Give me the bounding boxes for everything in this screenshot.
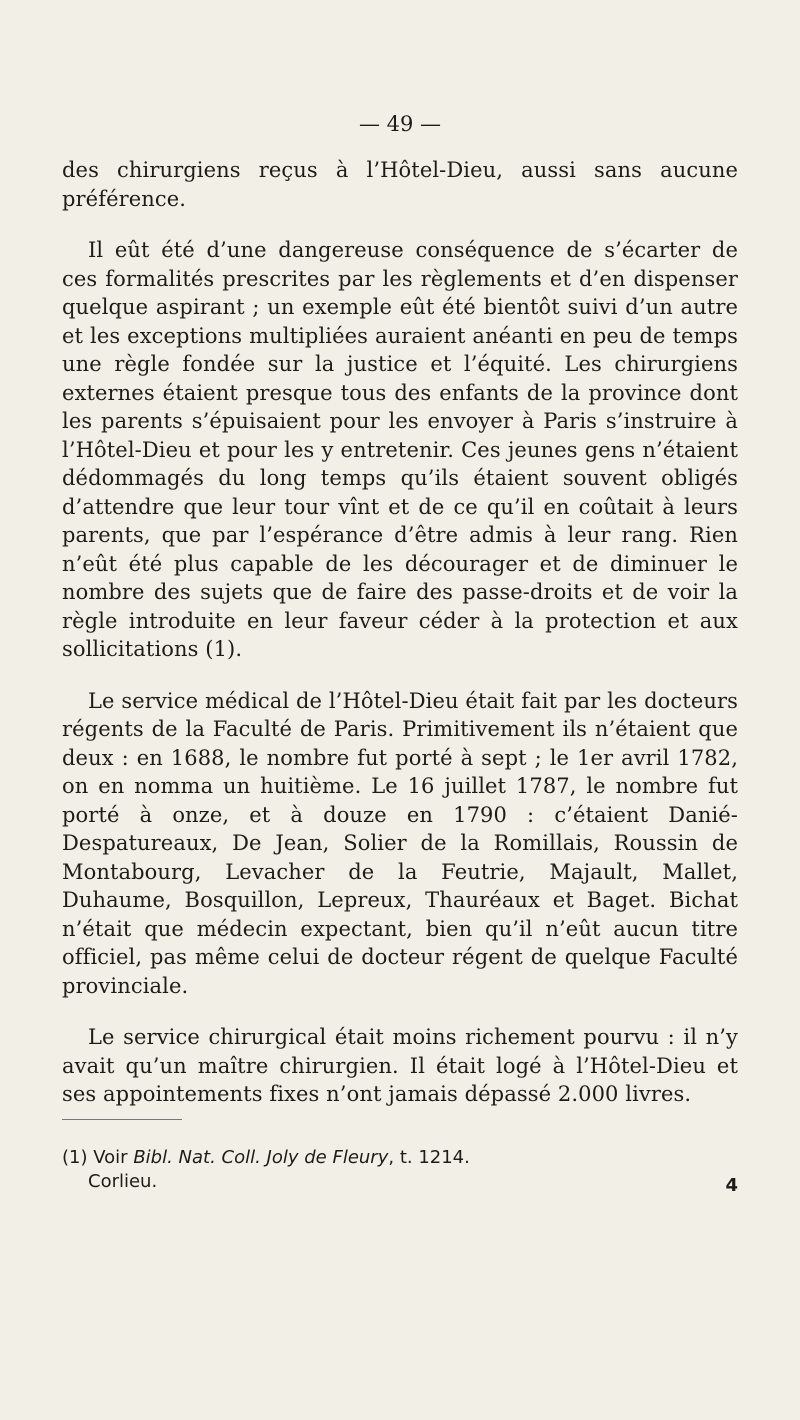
footnote-divider xyxy=(62,1119,182,1120)
footnote-marker: (1) xyxy=(62,1146,88,1168)
paragraph-3: Le service médical de l’Hôtel-Dieu était fait par les docteurs régents de la Faculté de Paris. Primitivement ils n’étaient que deux : en 1688, le nombre fut porté à sept ; le 1er avril 1782, on en nomma un huitième. Le 16 juillet 1787, le nombre fut porté à onze, et à douze en 1790 : c’étaient Danié-Despatureaux, De Jean, Solier de la Romillais, Roussin de Montabourg, Levacher de la Feutrie, Majault, Mallet, Duhaume, Bosquillon, Lepreux, Thauréaux et Baget. Bichat n’était que médecin expectant, bien qu’il n’eût aucun titre officiel, pas même celui de docteur régent de quelque Faculté provinciale. xyxy=(62,688,738,998)
document-page xyxy=(62,112,738,1194)
paragraph-1: des chirurgiens reçus à l’Hôtel-Dieu, aussi sans aucune préférence. xyxy=(62,158,738,211)
footnote-line-1 xyxy=(62,1146,738,1170)
paragraph-4: Le service chirurgical était moins richement pourvu : il n’y avait qu’un maître chirurgien. Il était logé à l’Hôtel-Dieu et ses appointements fixes n’ont jamais dépassé 2.000 livres. xyxy=(62,1025,738,1106)
footnote-reference: Bibl. Nat. Coll. Joly de Fleury xyxy=(133,1146,389,1168)
paragraph-2: Il eût été d’une dangereuse conséquence de s’écarter de ces formalités prescrites par les règlements et d’en dispenser quelque aspirant ; un exemple eût été bientôt suivi d’un autre et les exceptions multipliées auraient anéanti en peu de temps une règle fondée sur la justice et l’équité. Les chirurgiens externes étaient presque tous des enfants de la province dont les parents s’épuisaient pour les envoyer à Paris s’instruire à l’Hôtel-Dieu et pour les y entretenir. Ces jeunes gens n’étaient dédommagés du long temps qu’ils étaient souvent obligés d’attendre que leur tour vînt et de ce qu’il en coûtait à leurs parents, que par l’espérance d’être admis à leur rang. Rien n’eût été plus capable de les décourager et de diminuer le nombre des sujets que de faire des passe-droits et de voir la règle introduite en leur faveur céder à la protection et aux sollicitations (1). xyxy=(62,238,738,661)
page-number: — 49 — xyxy=(358,112,442,136)
footnote-suffix: , t. 1214. xyxy=(388,1146,470,1168)
footnote-prefix: Voir xyxy=(93,1146,128,1168)
footnote xyxy=(62,1146,738,1194)
footnote-author: Corlieu. xyxy=(88,1170,158,1192)
sheet-number: 4 xyxy=(725,1174,738,1196)
